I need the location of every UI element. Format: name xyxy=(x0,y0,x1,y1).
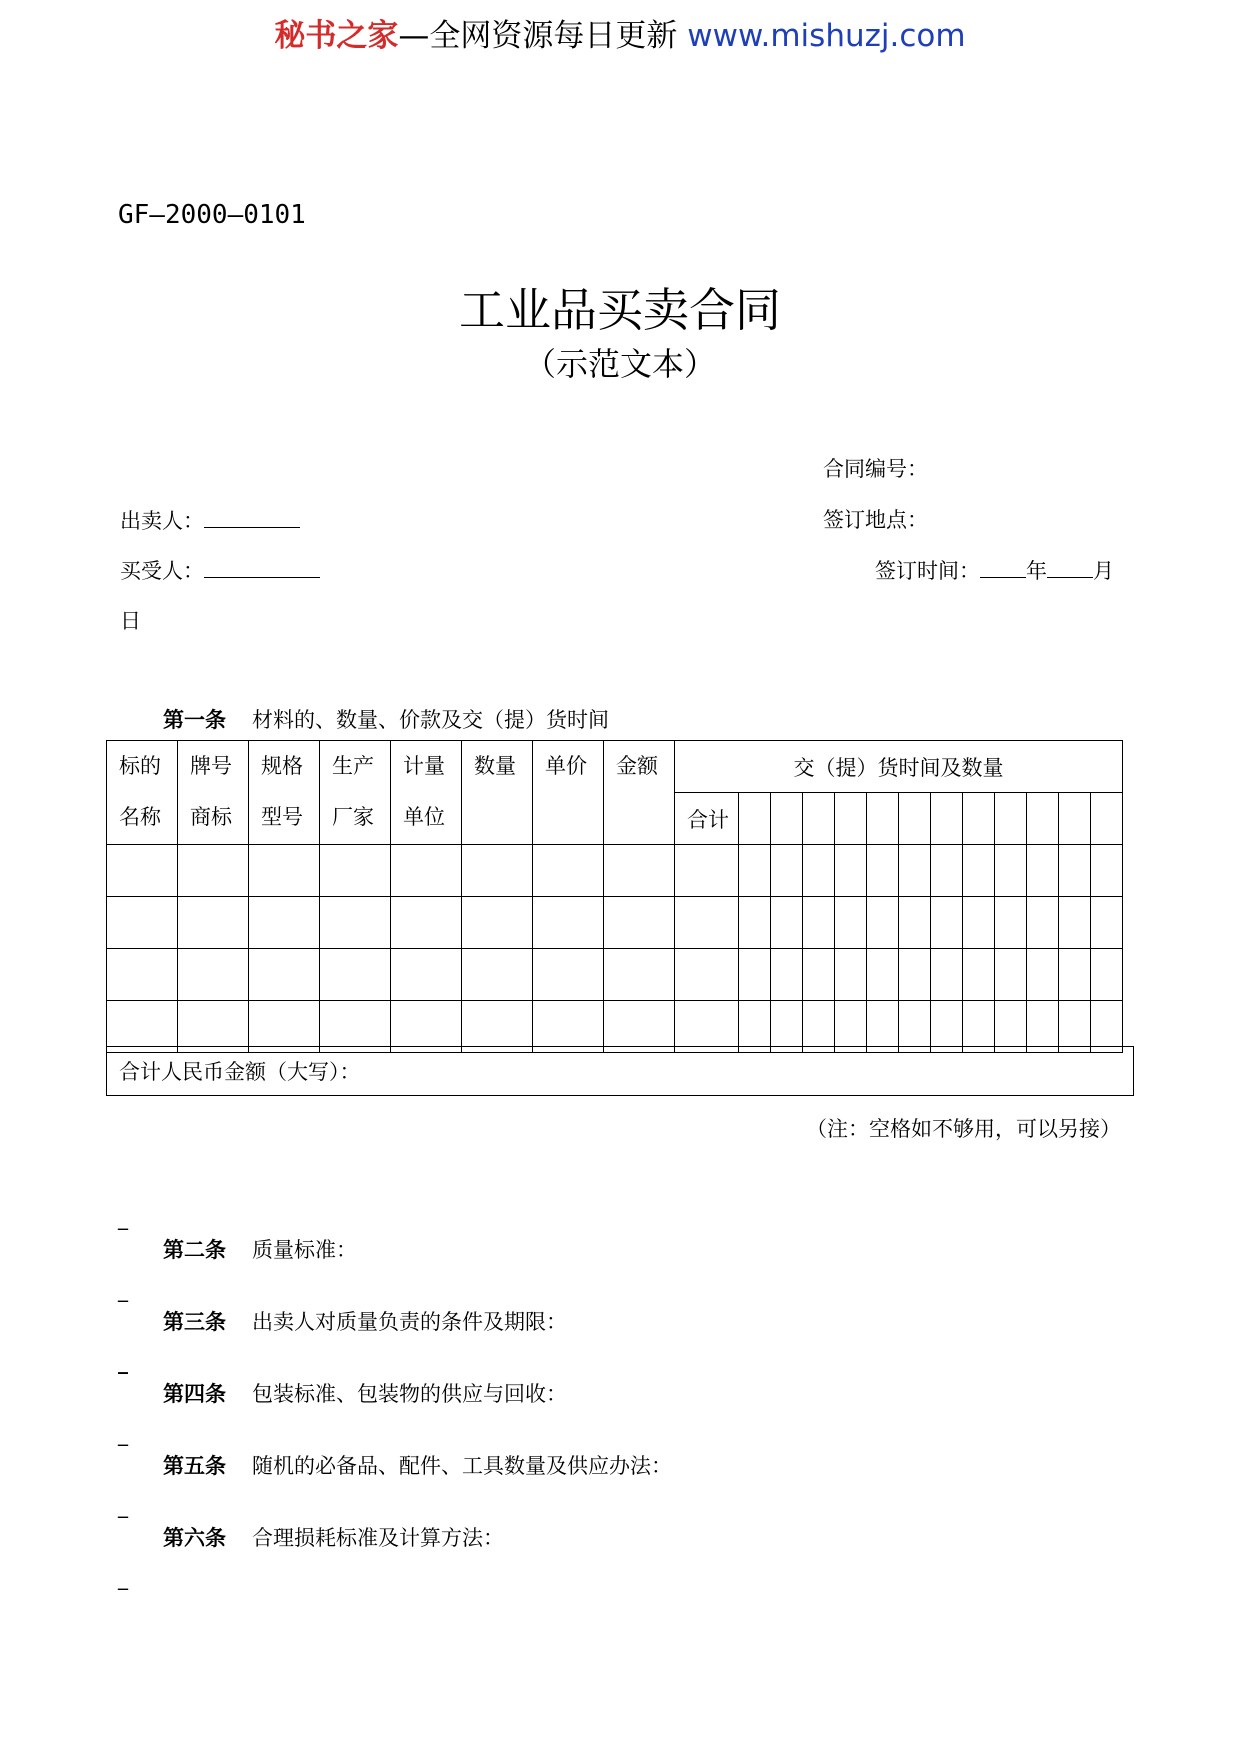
blank-dash: _ xyxy=(118,1494,128,1518)
article-number: 第六条 xyxy=(163,1526,226,1550)
article-1 xyxy=(163,705,609,735)
article-3 xyxy=(163,1307,567,1337)
table-row xyxy=(107,1001,1123,1053)
article-number: 第一条 xyxy=(163,708,226,732)
table-cell[interactable] xyxy=(1027,897,1059,949)
column-header-line: 规格 xyxy=(261,754,303,778)
column-header xyxy=(107,741,178,845)
table-cell[interactable] xyxy=(931,1001,963,1053)
table-cell[interactable] xyxy=(675,845,739,897)
table-cell[interactable] xyxy=(249,897,320,949)
column-header xyxy=(249,741,320,845)
article-number: 第五条 xyxy=(163,1454,226,1478)
table-row xyxy=(107,897,1123,949)
table-cell[interactable] xyxy=(739,845,771,897)
table-cell[interactable] xyxy=(995,1001,1027,1053)
table-cell[interactable] xyxy=(178,845,249,897)
article-text: 质量标准： xyxy=(252,1238,357,1262)
table-cell[interactable] xyxy=(391,949,462,1001)
table-cell[interactable] xyxy=(867,949,899,1001)
table-cell[interactable] xyxy=(899,1001,931,1053)
table-header-row xyxy=(107,741,1123,793)
buyer-label: 买受人： xyxy=(120,559,204,583)
seller-label: 出卖人： xyxy=(120,509,204,533)
column-header-line: 型号 xyxy=(261,805,303,829)
table-cell[interactable] xyxy=(771,845,803,897)
delivery-slot-header[interactable] xyxy=(803,793,835,845)
article-5 xyxy=(163,1451,672,1481)
banner-url[interactable]: www.mishuzj.com xyxy=(687,18,966,54)
total-amount-row: 合计人民币金额（大写）： xyxy=(106,1046,1134,1096)
table-cell[interactable] xyxy=(835,845,867,897)
table-cell[interactable] xyxy=(771,897,803,949)
buyer-blank[interactable] xyxy=(204,555,320,578)
table-cell[interactable] xyxy=(931,949,963,1001)
table-cell[interactable] xyxy=(995,949,1027,1001)
seller-field xyxy=(120,505,300,536)
blank-dash: _ xyxy=(118,1278,128,1302)
table-cell[interactable] xyxy=(462,1001,533,1053)
column-header-line: 厂家 xyxy=(332,805,374,829)
delivery-slot-header[interactable] xyxy=(835,793,867,845)
table-cell[interactable] xyxy=(320,897,391,949)
table-cell[interactable] xyxy=(803,897,835,949)
month-blank[interactable] xyxy=(1047,555,1093,578)
day-label: 日 xyxy=(120,609,141,633)
delivery-slot-header[interactable] xyxy=(739,793,771,845)
delivery-slot-header[interactable] xyxy=(771,793,803,845)
table-cell[interactable] xyxy=(899,845,931,897)
table-cell[interactable] xyxy=(249,1001,320,1053)
sign-time-field xyxy=(875,555,1114,586)
table-cell[interactable] xyxy=(771,949,803,1001)
article-text: 材料的、数量、价款及交（提）货时间 xyxy=(252,708,609,732)
column-header-line: 牌号 xyxy=(190,754,232,778)
column-header-line: 单价 xyxy=(545,754,587,778)
table-cell[interactable] xyxy=(995,897,1027,949)
column-header xyxy=(533,741,604,845)
banner-tagline: —全网资源每日更新 xyxy=(398,18,688,54)
table-cell[interactable] xyxy=(249,845,320,897)
article-2 xyxy=(163,1235,357,1265)
delivery-slot-header[interactable] xyxy=(867,793,899,845)
table-cell[interactable] xyxy=(391,845,462,897)
year-label: 年 xyxy=(1026,559,1047,583)
table-cell[interactable] xyxy=(604,1001,675,1053)
column-header-line: 金额 xyxy=(616,754,658,778)
column-header xyxy=(604,741,675,845)
table-cell[interactable] xyxy=(1091,949,1123,1001)
buyer-field xyxy=(120,555,320,586)
delivery-slot-header[interactable] xyxy=(995,793,1027,845)
table-cell[interactable] xyxy=(803,845,835,897)
document-title: 工业品买卖合同 xyxy=(459,283,781,337)
column-header-line: 名称 xyxy=(119,805,161,829)
table-cell[interactable] xyxy=(1027,949,1059,1001)
table-cell[interactable] xyxy=(995,845,1027,897)
article-text: 合理损耗标准及计算方法： xyxy=(252,1526,504,1550)
sign-time-label: 签订时间： xyxy=(875,559,980,583)
subtotal-header: 合计 xyxy=(675,793,739,845)
article-number: 第三条 xyxy=(163,1310,226,1334)
table-cell[interactable] xyxy=(899,897,931,949)
column-header xyxy=(391,741,462,845)
site-banner xyxy=(0,14,1240,58)
table-cell[interactable] xyxy=(320,845,391,897)
table-cell[interactable] xyxy=(320,1001,391,1053)
column-header xyxy=(178,741,249,845)
delivery-slot-header[interactable] xyxy=(963,793,995,845)
article-text: 随机的必备品、配件、工具数量及供应办法： xyxy=(252,1454,672,1478)
table-cell[interactable] xyxy=(604,897,675,949)
table-row xyxy=(107,845,1123,897)
table-cell[interactable] xyxy=(462,845,533,897)
table-cell[interactable] xyxy=(835,1001,867,1053)
table-cell[interactable] xyxy=(178,949,249,1001)
table-cell[interactable] xyxy=(462,897,533,949)
article-number: 第四条 xyxy=(163,1382,226,1406)
table-cell[interactable] xyxy=(533,1001,604,1053)
table-note: （注：空格如不够用，可以另接） xyxy=(806,1117,1121,1141)
article-text: 出卖人对质量负责的条件及期限： xyxy=(252,1310,567,1334)
column-header-line: 计量 xyxy=(403,754,445,778)
table-cell[interactable] xyxy=(835,897,867,949)
blank-dash: _ xyxy=(118,1350,128,1374)
table-cell[interactable] xyxy=(931,845,963,897)
delivery-slot-header[interactable] xyxy=(1027,793,1059,845)
table-cell[interactable] xyxy=(462,949,533,1001)
table-cell[interactable] xyxy=(1027,1001,1059,1053)
column-header-line: 标的 xyxy=(119,754,161,778)
article-number: 第二条 xyxy=(163,1238,226,1262)
table-cell[interactable] xyxy=(533,949,604,1001)
table-row xyxy=(107,949,1123,1001)
table-cell[interactable] xyxy=(963,1001,995,1053)
table-cell[interactable] xyxy=(1091,845,1123,897)
table-cell[interactable] xyxy=(675,1001,739,1053)
document-code: GF—2000—0101 xyxy=(118,200,306,230)
table-cell[interactable] xyxy=(963,845,995,897)
table-cell[interactable] xyxy=(391,1001,462,1053)
banner-brand: 秘书之家 xyxy=(274,18,399,54)
article-6 xyxy=(163,1523,504,1553)
column-header-line: 单位 xyxy=(403,805,445,829)
table-cell[interactable] xyxy=(107,845,178,897)
table-cell[interactable] xyxy=(320,949,391,1001)
table-cell[interactable] xyxy=(867,845,899,897)
article-text: 包装标准、包装物的供应与回收： xyxy=(252,1382,567,1406)
table-cell[interactable] xyxy=(1059,1001,1091,1053)
delivery-slot-header[interactable] xyxy=(1091,793,1123,845)
table-cell[interactable] xyxy=(107,897,178,949)
table-cell[interactable] xyxy=(533,845,604,897)
table-cell[interactable] xyxy=(963,897,995,949)
table-cell[interactable] xyxy=(391,897,462,949)
table-cell[interactable] xyxy=(867,1001,899,1053)
blank-dash: _ xyxy=(118,1566,128,1590)
contract-number-label: 合同编号： xyxy=(823,457,928,481)
table-cell[interactable] xyxy=(178,897,249,949)
table-cell[interactable] xyxy=(107,1001,178,1053)
table-cell[interactable] xyxy=(803,949,835,1001)
table-cell[interactable] xyxy=(1091,897,1123,949)
seller-blank[interactable] xyxy=(204,505,300,528)
column-header-line: 数量 xyxy=(474,754,516,778)
table-cell[interactable] xyxy=(867,897,899,949)
blank-dash: _ xyxy=(118,1206,128,1230)
month-label: 月 xyxy=(1093,559,1114,583)
table-cell[interactable] xyxy=(771,1001,803,1053)
column-header xyxy=(462,741,533,845)
article-4 xyxy=(163,1379,567,1409)
year-blank[interactable] xyxy=(980,555,1026,578)
table-cell[interactable] xyxy=(739,897,771,949)
table-cell[interactable] xyxy=(1027,845,1059,897)
table-cell[interactable] xyxy=(533,897,604,949)
sign-place-label: 签订地点： xyxy=(823,508,928,532)
document-subtitle: （示范文本） xyxy=(523,345,716,383)
table-cell[interactable] xyxy=(675,897,739,949)
delivery-slot-header[interactable] xyxy=(931,793,963,845)
table-cell[interactable] xyxy=(675,949,739,1001)
table-cell[interactable] xyxy=(107,949,178,1001)
table-cell[interactable] xyxy=(1059,949,1091,1001)
table-cell[interactable] xyxy=(835,949,867,1001)
table-cell[interactable] xyxy=(249,949,320,1001)
table-cell[interactable] xyxy=(739,1001,771,1053)
table-cell[interactable] xyxy=(963,949,995,1001)
table-cell[interactable] xyxy=(1091,1001,1123,1053)
table-cell[interactable] xyxy=(931,897,963,949)
table-cell[interactable] xyxy=(899,949,931,1001)
table-cell[interactable] xyxy=(1059,845,1091,897)
table-cell[interactable] xyxy=(739,949,771,1001)
delivery-slot-header[interactable] xyxy=(899,793,931,845)
table-cell[interactable] xyxy=(604,949,675,1001)
column-header-line: 生产 xyxy=(332,754,374,778)
delivery-slot-header[interactable] xyxy=(1059,793,1091,845)
table-cell[interactable] xyxy=(803,1001,835,1053)
table-cell[interactable] xyxy=(604,845,675,897)
column-header-line: 商标 xyxy=(190,805,232,829)
table-cell[interactable] xyxy=(178,1001,249,1053)
table-cell[interactable] xyxy=(1059,897,1091,949)
delivery-header: 交（提）货时间及数量 xyxy=(675,741,1123,793)
column-header xyxy=(320,741,391,845)
blank-dash: _ xyxy=(118,1422,128,1446)
goods-table xyxy=(106,740,1123,1053)
